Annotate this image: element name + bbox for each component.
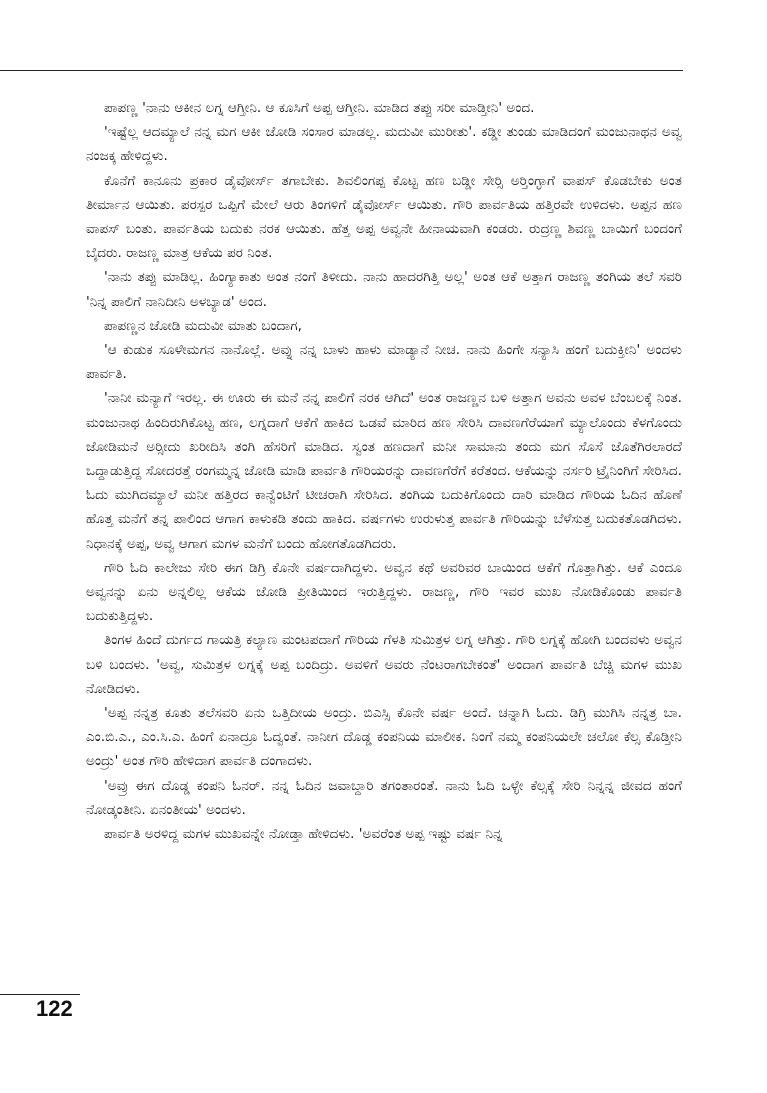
header-rule xyxy=(0,70,683,71)
paragraph: ಪಾಪಣ್ಣನ ಜೋಡಿ ಮದುವೀ ಮಾತು ಬಂದಾಗ, xyxy=(104,317,302,334)
body-text xyxy=(86,96,682,846)
paragraph: ಕೊನೆಗೆ ಕಾನೂನು ಪ್ರಕಾರ ಡೈವೋರ್ಸ್ ತಗಾಬೇಕು. ಶಿವಲಿಂಗಪ್ಪ ಕೊಟ್ಟ ಹಣ ಬಡ್ಡೀ ಸೇರ್‍ಸಿ ಅರ್‍ತಿಂಗ್ಳಾಗೆ ವಾಪಸ್ ಕೊಡಬೇಕು ಅಂತ ತೀರ್ಮಾನ ಆಯಿತು. ಪರಸ್ಪರ ಒಪ್ಪಿಗೆ ಮೇಲೆ ಆರು ತಿಂಗಳಿಗೆ ಡೈವೋರ್ಸ್ ಆಯಿತು. ಗೌರಿ ಪಾರ್ವತಿಯ ಹತ್ತಿರವೇ ಉಳಿದಳು. ಅಪ್ಪನ ಹಣ ವಾಪಸ್ ಬಂತು. ಪಾರ್ವತಿಯ ಬದುಕು ನರಕ ಆಯಿತು. ಹೆತ್ತ ಅಪ್ಪ ಅವ್ವನೇ ಹೀನಾಯವಾಗಿ ಕಂಡರು. ರುದ್ರಣ್ಣ ಶಿವಣ್ಣ ಬಾಯಿಗೆ ಬಂದಂಗೆ ಬೈದರು. ರಾಜಣ್ಣ ಮಾತ್ರ ಆಕೆಯ ಪರ ನಿಂತ. xyxy=(86,172,682,262)
page-number: 122 xyxy=(36,996,73,1021)
paragraph: 'ಇಷ್ಟೆಲ್ಲ ಆದಮ್ಯಾಲೆ ನನ್ನ ಮಗ ಆಕೀ ಜೋಡಿ ಸಂಸಾರ ಮಾಡಲ್ಲ. ಮದುವೀ ಮುರೀತು'. ಕಡ್ಡೀ ತುಂಡು ಮಾಡಿದಂಗೆ ಮಂಜುನಾಥನ ಅವ್ವ ನಂಜಕ್ಕ ಹೇಳಿದ್ದಳು. xyxy=(86,124,682,165)
paragraph: ತಿಂಗಳ ಹಿಂದೆ ದುರ್ಗದ ಗಾಯತ್ರಿ ಕಲ್ಯಾಣ ಮಂಟಪದಾಗೆ ಗೌರಿಯ ಗೆಳತಿ ಸುಮಿತ್ರಳ ಲಗ್ನ ಆಗಿತ್ತು. ಗೌರಿ ಲಗ್ನಕ್ಕೆ ಹೋಗಿ ಬಂದವಳು ಅವ್ವನ ಬಳಿ ಬಂದಳು. 'ಅವ್ವ, ಸುಮಿತ್ರಳ ಲಗ್ನಕ್ಕೆ ಅಪ್ಪ ಬಂದಿದ್ರು. ಅವಳಿಗೆ ಅವರು ನೆಂಟರಾಗಬೇಕಂತೆ' ಅಂದಾಗ ಪಾರ್ವತಿ ಬೆಚ್ಚಿ ಮಗಳ ಮುಖ ನೋಡಿದಳು. xyxy=(86,632,682,697)
paragraph: 'ನಾನೀ ಮನ್ಯಾಗೆ ಇರಲ್ಲ. ಈ ಊರು ಈ ಮನೆ ನನ್ನ ಪಾಲಿಗೆ ನರಕ ಆಗಿದೆ' ಅಂತ ರಾಜಣ್ಣನ ಬಳಿ ಅತ್ತಾಗ ಅವನು ಅವಳ ಬೆಂಬಲಕ್ಕೆ ನಿಂತ. ಮಂಜುನಾಥ ಹಿಂದಿರುಗಿಕೊಟ್ಟ ಹಣ, ಲಗ್ನದಾಗೆ ಆಕೆಗೆ ಹಾಕಿದ ಒಡವೆ ಮಾರಿದ ಹಣ ಸೇರಿಸಿ ದಾವಣಗೆರೆಯಾಗೆ ಮ್ಯಾಲೊಂದು ಕೆಳಗೊಂದು ಜೋಡಿಮನೆ ಅರ್‍ಸೀದು ಖರೀದಿಸಿ ತಂಗಿ ಹೆಸರಿಗೆ ಮಾಡಿದ. ಸ್ವಂತ ಹಣದಾಗೆ ಮನೀ ಸಾಮಾನು ತಂದು ಮಗ ಸೊಸೆ ಜೊತೆಗಿರಲಾರದೆ ಒದ್ದಾಡುತ್ತಿದ್ದ ಸೋದರತ್ತೆ ರಂಗಮ್ಮನ್ನ ಜೋಡಿ ಮಾಡಿ ಪಾರ್ವತಿ ಗೌರಿಯರನ್ನು ದಾವಣಗೆರೆಗೆ ಕರೆತಂದ. ಆಕೆಯನ್ನು ನರ್ಸರಿ ಟ್ರೈನಿಂಗಿಗೆ ಸೇರಿಸಿದ. ಓದು ಮುಗಿದಮ್ಯಾಲೆ ಮನೀ ಹತ್ತಿರದ ಕಾನ್ವೆಂಟಿಗೆ ಟೀಚರಾಗಿ ಸೇರಿಸಿದ. ತಂಗಿಯ ಬದುಕಿಗೊಂದು ದಾರಿ ಮಾಡಿದ ಗೌರಿಯ ಓದಿನ ಹೊಣೆ ಹೊತ್ತ ಮನೆಗೆ ತನ್ನ ಪಾಲಿಂದ ಆಗಾಗ ಕಾಳುಕಡಿ ತಂದು ಹಾಕಿದ. ವರ್ಷಗಳು ಉರುಳುತ್ತ ಪಾರ್ವತಿ ಗೌರಿಯನ್ನು ಬೆಳೆಸುತ್ತ ಬದುಕತೊಡಗಿದಳು. ನಿಧಾನಕ್ಕೆ ಅಪ್ಪ, ಅವ್ವ ಆಗಾಗ ಮಗಳ ಮನೆಗೆ ಬಂದು ಹೋಗತೊಡಗಿದರು. xyxy=(86,390,682,552)
paragraph: ಪಾರ್ವತಿ ಅರಳಿದ್ದ ಮಗಳ ಮುಖವನ್ನೇ ನೋಡ್ತಾ ಹೇಳಿದಳು. 'ಅವರೆಂತ ಅಪ್ಪ ಇಷ್ಟು ವರ್ಷ ನಿನ್ನ xyxy=(104,826,503,843)
paragraph: 'ಅಪ್ಪ ನನ್ನತ್ರ ಕೂತು ತಲೆಸವರಿ ಏನು ಒತ್ತಿದೀಯ ಅಂದ್ರು. ಬಿಎಸ್ಸಿ ಕೊನೇ ವರ್ಷ ಅಂದೆ. ಚನ್ನಾಗಿ ಓದು. ಡಿಗ್ರಿ ಮುಗಿಸಿ ನನ್ನತ್ರ ಬಾ. ಎಂ.ಬಿ.ಎ., ಎಂ.ಸಿ.ಎ. ಹಿಂಗೆ ಏನಾದ್ರೂ ಓದ್ವಂತೆ. ನಾನೀಗ ದೊಡ್ಡ ಕಂಪನಿಯ ಮಾಲೀಕ. ನಿಂಗೆ ನಮ್ಮ ಕಂಪನಿಯಲೇ ಚಲೋ ಕೆಲ್ಸ ಕೊಡ್ತೀನಿ ಅಂದ್ರು' ಅಂತ ಗೌರಿ ಹೇಳಿದಾಗ ಪಾರ್ವತಿ ದಂಗಾದಳು. xyxy=(86,705,682,770)
paragraph: ಪಾಪಣ್ಣ 'ನಾನು ಆಕೀನ ಲಗ್ನ ಆಗ್ತೀನಿ. ಆ ಕೂಸಿಗೆ ಅಪ್ಪ ಆಗ್ತೀನಿ. ಮಾಡಿದ ತಪ್ಪು ಸರೀ ಮಾಡ್ತೀನಿ' ಅಂದ. xyxy=(104,100,535,116)
paragraph: ಗೌರಿ ಓದಿ ಕಾಲೇಜು ಸೇರಿ ಈಗ ಡಿಗ್ರಿ ಕೊನೇ ವರ್ಷದಾಗಿದ್ದಳು. ಅವ್ವನ ಕಥೆ ಅವರಿವರ ಬಾಯಿಂದ ಆಕೆಗೆ ಗೊತ್ತಾಗಿತ್ತು. ಆಕೆ ಎಂದೂ ಅವ್ವನನ್ನು ಏನು ಅನ್ನಲಿಲ್ಲ ಆಕೆಯ ಜೋಡಿ ಪ್ರೀತಿಯಿಂದ ಇರುತ್ತಿದ್ದಳು. ರಾಜಣ್ಣ, ಗೌರಿ ಇವರ ಮುಖ ನೋಡಿಕೊಂಡು ಪಾರ್ವತಿ ಬದುಕುತ್ತಿದ್ದಳು. xyxy=(86,559,682,625)
paragraph: 'ಅವ್ರು ಈಗ ದೊಡ್ಡ ಕಂಪನಿ ಓನರ್. ನನ್ನ ಓದಿನ ಜವಾಬ್ದಾರಿ ತಗಂತಾರಂತೆ. ನಾನು ಓದಿ ಒಳ್ಳೇ ಕೆಲ್ಸಕ್ಕೆ ಸೇರಿ ನಿನ್ನನ್ನ ಜೀವದ ಹಂಗೆ ನೋಡ್ಕಂತೀನಿ. ಏನಂತೀಯ' ಅಂದಳು. xyxy=(86,777,682,818)
paragraph: 'ಆ ಕುಡುಕ ಸೂಳೇಮಗನ ನಾನೊಲ್ಲೆ. ಅವ್ನು ನನ್ನ ಬಾಳು ಹಾಳು ಮಾಡ್ಯಾನೆ ನೀಚ. ನಾನು ಹಿಂಗೇ ಸನ್ಯಾಸಿ ಹಂಗೆ ಬದುಕ್ತೀನಿ' ಅಂದಳು ಪಾರ್ವತಿ. xyxy=(86,342,682,383)
paragraph: 'ನಾನು ತಪ್ಪು ಮಾಡಿಲ್ಲ. ಹಿಂಗ್ಯಾಕಾತು ಅಂತ ನಂಗೆ ತಿಳೀದು. ನಾನು ಹಾದರಗಿತ್ತಿ ಅಲ್ಲ' ಅಂತ ಆಕೆ ಅತ್ತಾಗ ರಾಜಣ್ಣ ತಂಗಿಯ ತಲೆ ಸವರಿ 'ನಿನ್ನ ಪಾಲಿಗೆ ನಾನಿದೀನಿ ಅಳಬ್ಯಾಡ' ಅಂದ. xyxy=(86,269,682,310)
footer-rule xyxy=(0,994,80,995)
